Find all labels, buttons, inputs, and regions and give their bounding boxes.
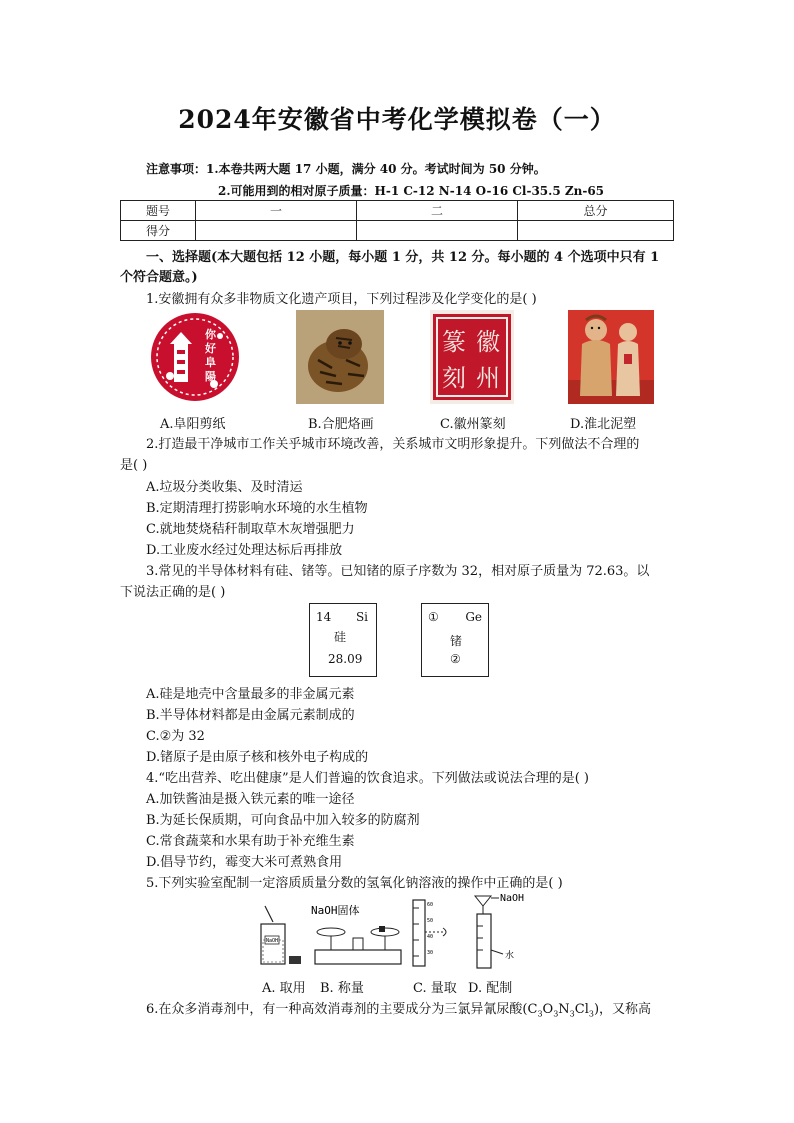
papercut-char: 你 xyxy=(205,328,216,341)
score-input-cell[interactable] xyxy=(357,221,518,241)
silicon-element-card xyxy=(309,603,377,677)
seal-char: 刻 xyxy=(442,364,466,392)
score-cell: 得分 xyxy=(121,221,196,241)
reagent-bottle-icon xyxy=(261,906,301,964)
cyl-tick: 60 xyxy=(427,902,434,908)
ge-symbol: Ge xyxy=(465,610,482,624)
score-cell: 题号 xyxy=(121,201,196,221)
bottle-label: NaOH xyxy=(266,938,279,944)
q2-option-c[interactable]: C.就地焚烧秸秆制取草木灰增强肥力 xyxy=(146,522,355,537)
score-input-cell[interactable] xyxy=(518,221,674,241)
q3-option-c[interactable]: C.②为 32 xyxy=(146,729,205,744)
graduated-cylinder-icon xyxy=(413,900,446,966)
si-mass: 28.09 xyxy=(328,652,363,666)
q3-option-d[interactable]: D.锗原子是由原子核和核外电子构成的 xyxy=(146,750,369,765)
question-3-stem-cont: 下说法正确的是( ) xyxy=(120,585,226,600)
cylinder-funnel-icon xyxy=(475,893,524,968)
question-5-stem: 5.下列实验室配制一定溶质质量分数的氢氧化钠溶液的操作中正确的是( ) xyxy=(146,876,563,891)
score-input-cell[interactable] xyxy=(196,221,357,241)
ge-mass: ② xyxy=(450,652,461,666)
q3-option-a[interactable]: A.硅是地壳中含量最多的非金属元素 xyxy=(146,687,355,702)
score-cell: 二 xyxy=(357,201,518,221)
q1-option-d[interactable]: D.淮北泥塑 xyxy=(570,417,637,432)
question-3-stem: 3.常见的半导体材料有硅、锗等。已知锗的原子序数为 32，相对原子质量为 72.63。以 xyxy=(146,564,650,579)
cyl-tick: 40 xyxy=(427,934,434,940)
q3-option-b[interactable]: B.半导体材料都是由金属元素制成的 xyxy=(146,708,355,723)
notice-line-2: 2.可能用到的相对原子质量：H-1 C-12 N-14 O-16 Cl-35.5 Zn-65 xyxy=(218,184,605,198)
q4-option-b[interactable]: B.为延长保质期，可向食品中加入较多的防腐剂 xyxy=(146,813,420,828)
si-name: 硅 xyxy=(334,630,347,644)
question-6-stem xyxy=(146,998,706,1019)
solid-label: NaOH固体 xyxy=(311,904,360,917)
section-header-cont: 个符合题意。) xyxy=(120,270,198,285)
question-4-stem: 4.“吃出营养、吃出健康”是人们普遍的饮食追求。下列做法或说法合理的是( ) xyxy=(146,771,589,786)
pyrography-tiger-image xyxy=(296,310,384,404)
papercut-char: 好 xyxy=(205,342,216,355)
q4-option-c[interactable]: C.常食蔬菜和水果有助于补充维生素 xyxy=(146,834,355,849)
formula-part: Cl xyxy=(574,1002,589,1017)
lab-operations-figure xyxy=(255,892,555,978)
seal-char: 篆 xyxy=(442,328,466,356)
balance-icon xyxy=(311,903,401,964)
table-row xyxy=(121,201,674,221)
ge-number: ① xyxy=(428,610,439,624)
q6-stem-b: )，又称高 xyxy=(593,1002,652,1017)
seal-char: 州 xyxy=(476,364,500,392)
q5-option-a[interactable]: A. 取用 xyxy=(262,981,306,996)
q2-option-b[interactable]: B.定期清理打捞影响水环境的水生植物 xyxy=(146,501,368,516)
page-title: 2024年安徽省中考化学模拟卷（一） xyxy=(178,105,616,134)
score-cell: 总分 xyxy=(518,201,674,221)
papercut-char: 陽 xyxy=(205,370,216,383)
q6-stem-a: 6.在众多消毒剂中，有一种高效消毒剂的主要成分为三氯异氰尿酸(C xyxy=(146,1002,538,1017)
formula-part: N xyxy=(558,1002,570,1017)
q1-option-b[interactable]: B.合肥烙画 xyxy=(308,417,374,432)
cyl-tick: 30 xyxy=(427,950,434,956)
papercut-image xyxy=(150,310,240,404)
naoh-label: NaOH xyxy=(500,893,525,904)
q2-option-d[interactable]: D.工业废水经过处理达标后再排放 xyxy=(146,543,343,558)
cyl-tick: 50 xyxy=(427,918,434,924)
si-number: 14 xyxy=(316,610,332,624)
formula-part: O xyxy=(542,1002,554,1017)
germanium-element-card xyxy=(421,603,489,677)
question-1-stem: 1.安徽拥有众多非物质文化遗产项目，下列过程涉及化学变化的是( ) xyxy=(146,292,537,307)
q5-option-d[interactable]: D. 配制 xyxy=(468,981,513,996)
q5-option-b[interactable]: B. 称量 xyxy=(320,981,364,996)
seal-char: 徽 xyxy=(476,328,500,356)
q4-option-d[interactable]: D.倡导节约，霉变大米可煮熟食用 xyxy=(146,855,343,870)
seal-carving-image xyxy=(430,310,514,404)
water-label: 水 xyxy=(505,951,515,961)
notice-line-1: 注意事项：1.本卷共两大题 17 小题，满分 40 分。考试时间为 50 分钟。 xyxy=(146,162,546,176)
formula-sub: 3 xyxy=(588,1009,594,1019)
table-row xyxy=(121,221,674,241)
clay-figurine-image xyxy=(568,310,654,404)
formula-sub: 3 xyxy=(569,1009,575,1019)
papercut-char: 阜 xyxy=(205,356,216,369)
question-2-stem-cont: 是( ) xyxy=(120,458,148,473)
score-cell: 一 xyxy=(196,201,357,221)
formula-sub: 3 xyxy=(537,1009,543,1019)
formula-sub: 3 xyxy=(553,1009,559,1019)
q5-option-c[interactable]: C. 量取 xyxy=(413,981,457,996)
si-symbol: Si xyxy=(355,610,368,624)
section-header: 一、选择题(本大题包括 12 小题，每小题 1 分，共 12 分。每小题的 4 个选项中只有 1 xyxy=(146,250,660,265)
q1-option-c[interactable]: C.徽州篆刻 xyxy=(440,417,506,432)
question-2-stem: 2.打造最干净城市工作关乎城市环境改善，关系城市文明形象提升。下列做法不合理的 xyxy=(146,437,640,452)
score-table xyxy=(120,200,674,241)
q1-option-a[interactable]: A.阜阳剪纸 xyxy=(160,417,226,432)
q4-option-a[interactable]: A.加铁酱油是摄入铁元素的唯一途径 xyxy=(146,792,355,807)
q2-option-a[interactable]: A.垃圾分类收集、及时清运 xyxy=(146,480,303,495)
ge-name: 锗 xyxy=(450,634,463,648)
